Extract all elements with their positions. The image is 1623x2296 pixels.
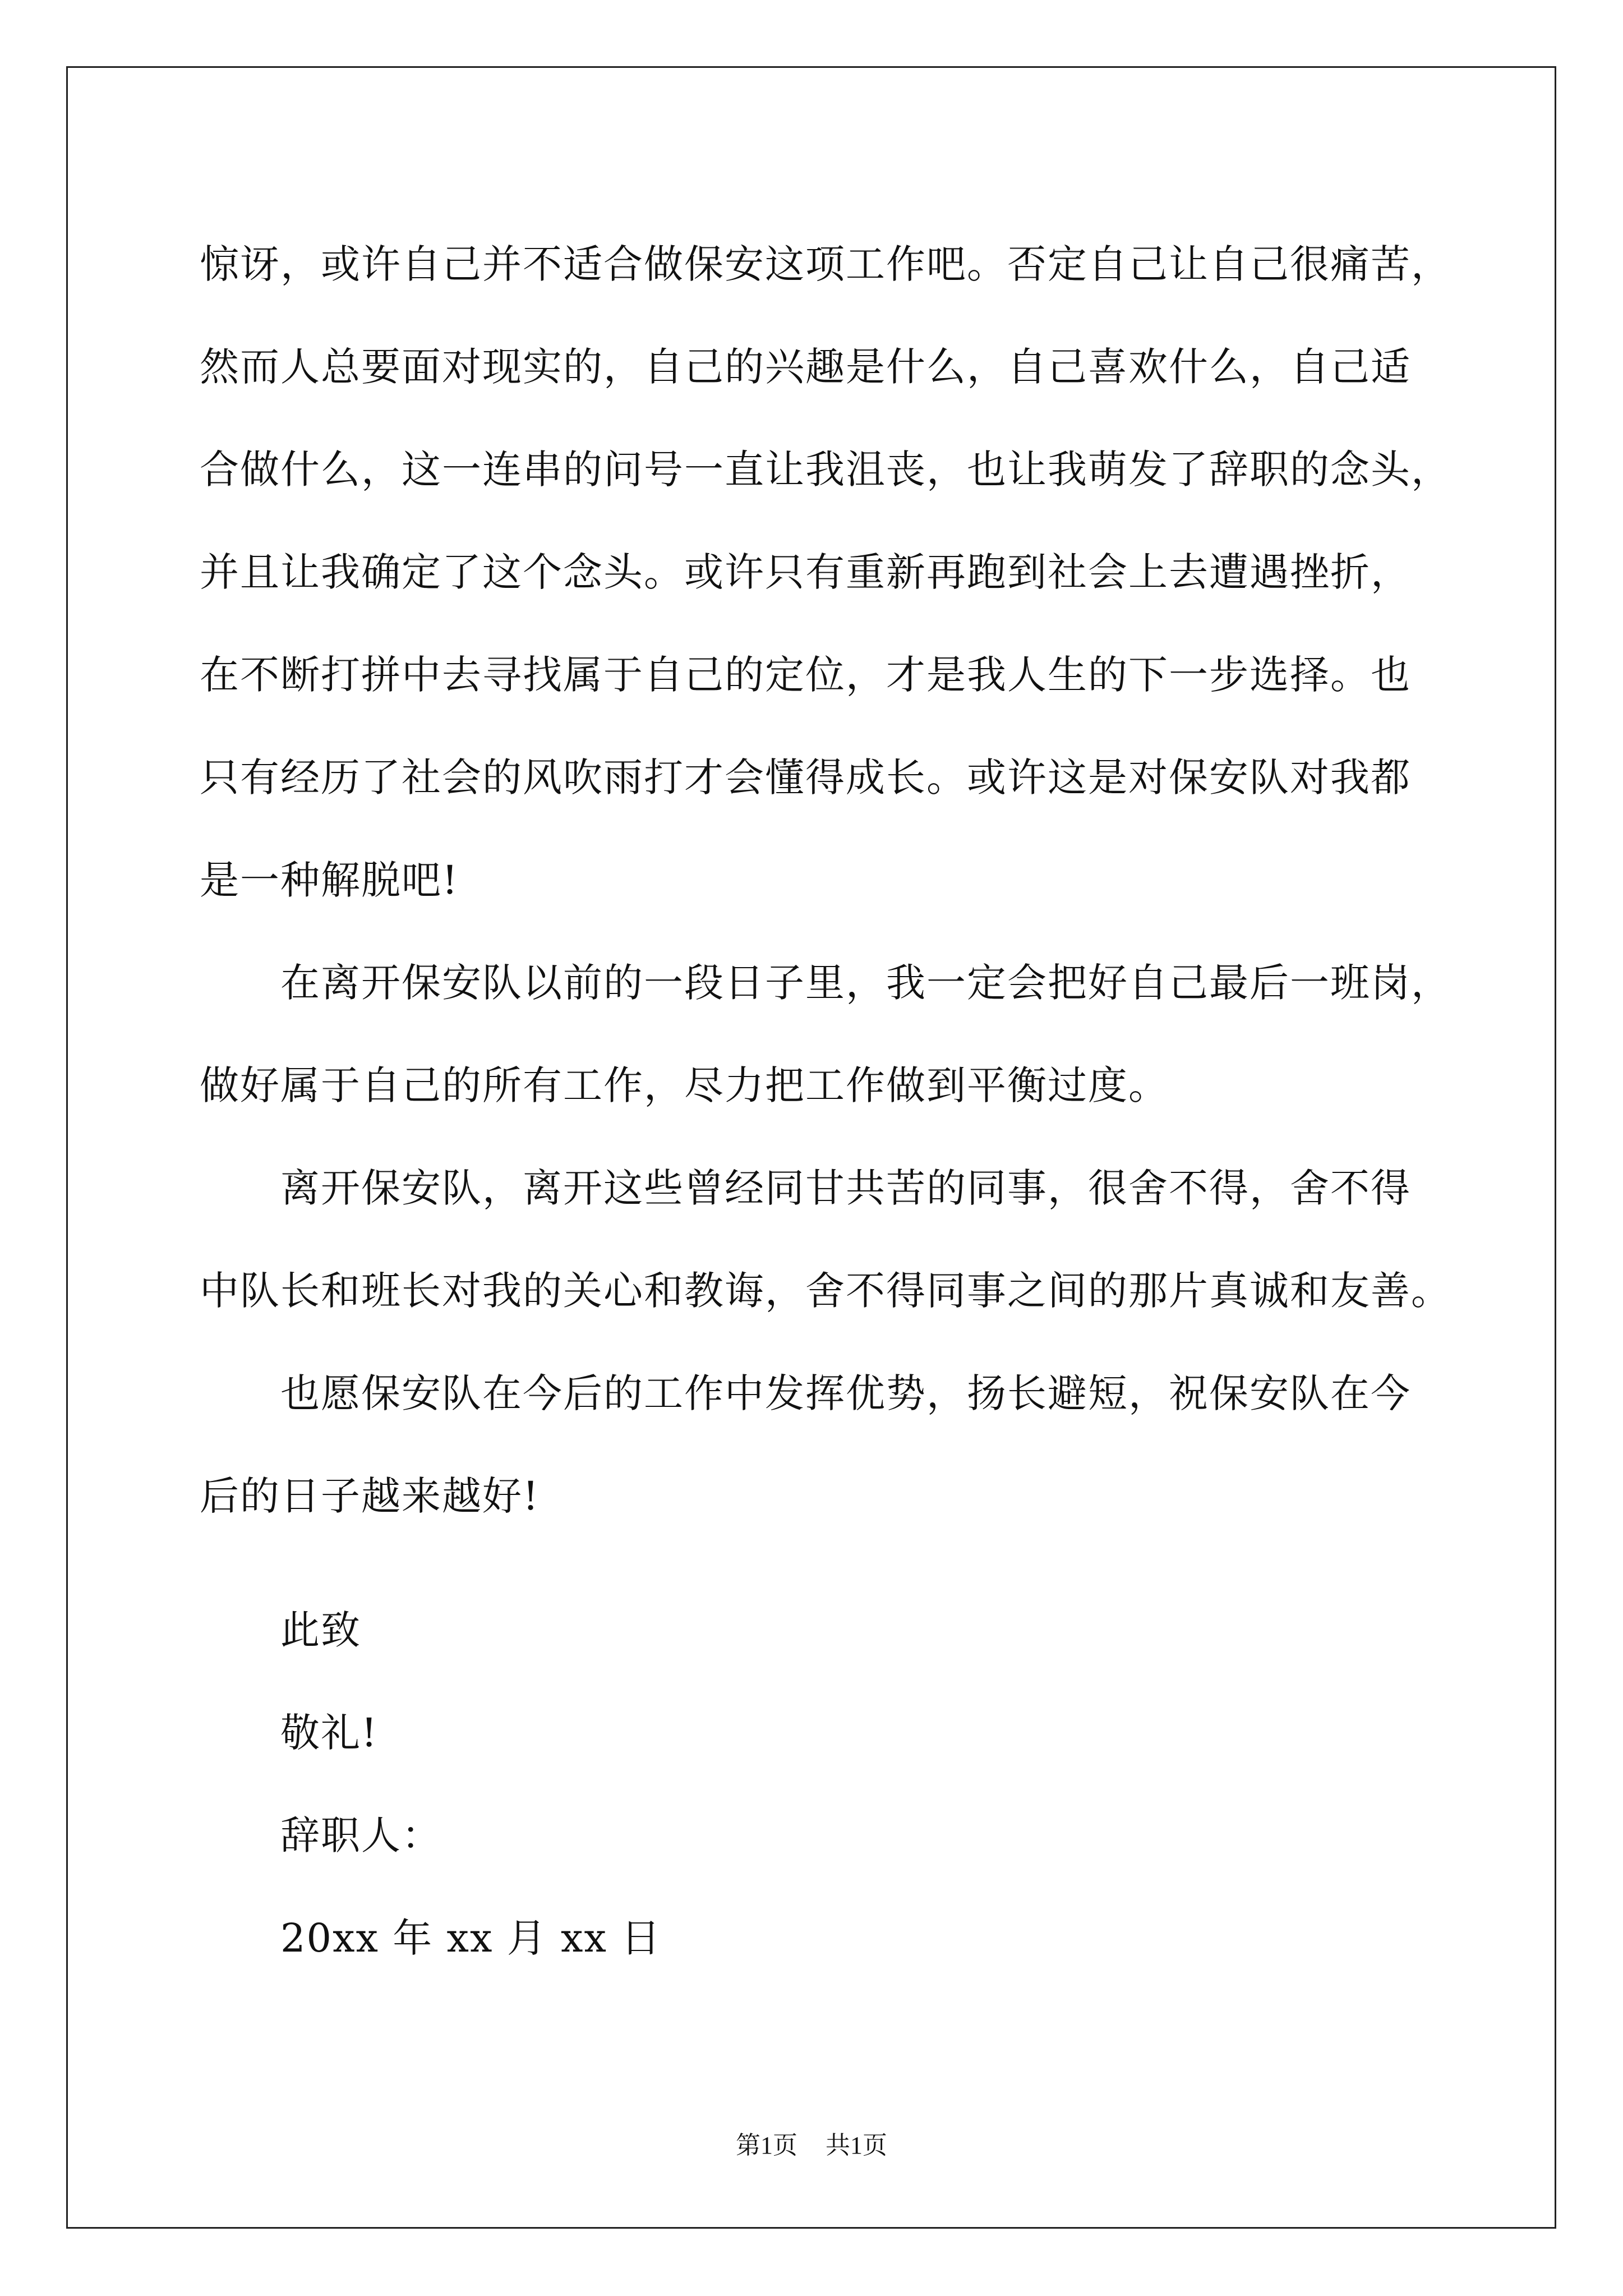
page-footer (0, 2129, 1623, 2162)
body-line: 并且让我确定了这个念头。或许只有重新再跑到社会上去遭遇挫折， (200, 549, 1411, 595)
paragraph-first-line: 也愿保安队在今后的工作中发挥优势，扬长避短，祝保安队在今 (280, 1370, 1411, 1416)
paragraph-first-line: 在离开保安队以前的一段日子里，我一定会把好自己最后一班岗， (280, 960, 1451, 1006)
letter-date: 20xx 年 xx 月 xx 日 (280, 1915, 662, 1961)
page-number-current: 第1页 (736, 2132, 797, 2159)
body-line: 合做什么，这一连串的问号一直让我沮丧，也让我萌发了辞职的念头， (200, 447, 1451, 493)
body-line: 只有经历了社会的风吹雨打才会懂得成长。或许这是对保安队对我都 (200, 754, 1411, 800)
closing-regards: 敬礼! (280, 1710, 379, 1756)
signer-label: 辞职人： (280, 1812, 442, 1858)
closing-salutation: 此致 (280, 1607, 361, 1653)
body-line: 是一种解脱吧! (200, 857, 459, 903)
letter-body (200, 213, 1451, 1548)
body-line: 中队长和班长对我的关心和教诲，舍不得同事之间的那片真诚和友善。 (200, 1268, 1451, 1314)
body-line: 然而人总要面对现实的，自己的兴趣是什么，自己喜欢什么，自己适 (200, 344, 1411, 390)
body-line: 后的日子越来越好! (200, 1473, 540, 1519)
body-line: 做好属于自己的所有工作，尽力把工作做到平衡过度。 (200, 1062, 1169, 1108)
letter-closing (280, 1579, 661, 1990)
body-line: 惊讶，或许自己并不适合做保安这项工作吧。否定自己让自己很痛苦， (200, 241, 1451, 287)
page-number-total: 共1页 (826, 2132, 887, 2159)
paragraph-first-line: 离开保安队，离开这些曾经同甘共苦的同事，很舍不得，舍不得 (280, 1165, 1411, 1211)
body-line: 在不断打拼中去寻找属于自己的定位，才是我人生的下一步选择。也 (200, 652, 1411, 698)
